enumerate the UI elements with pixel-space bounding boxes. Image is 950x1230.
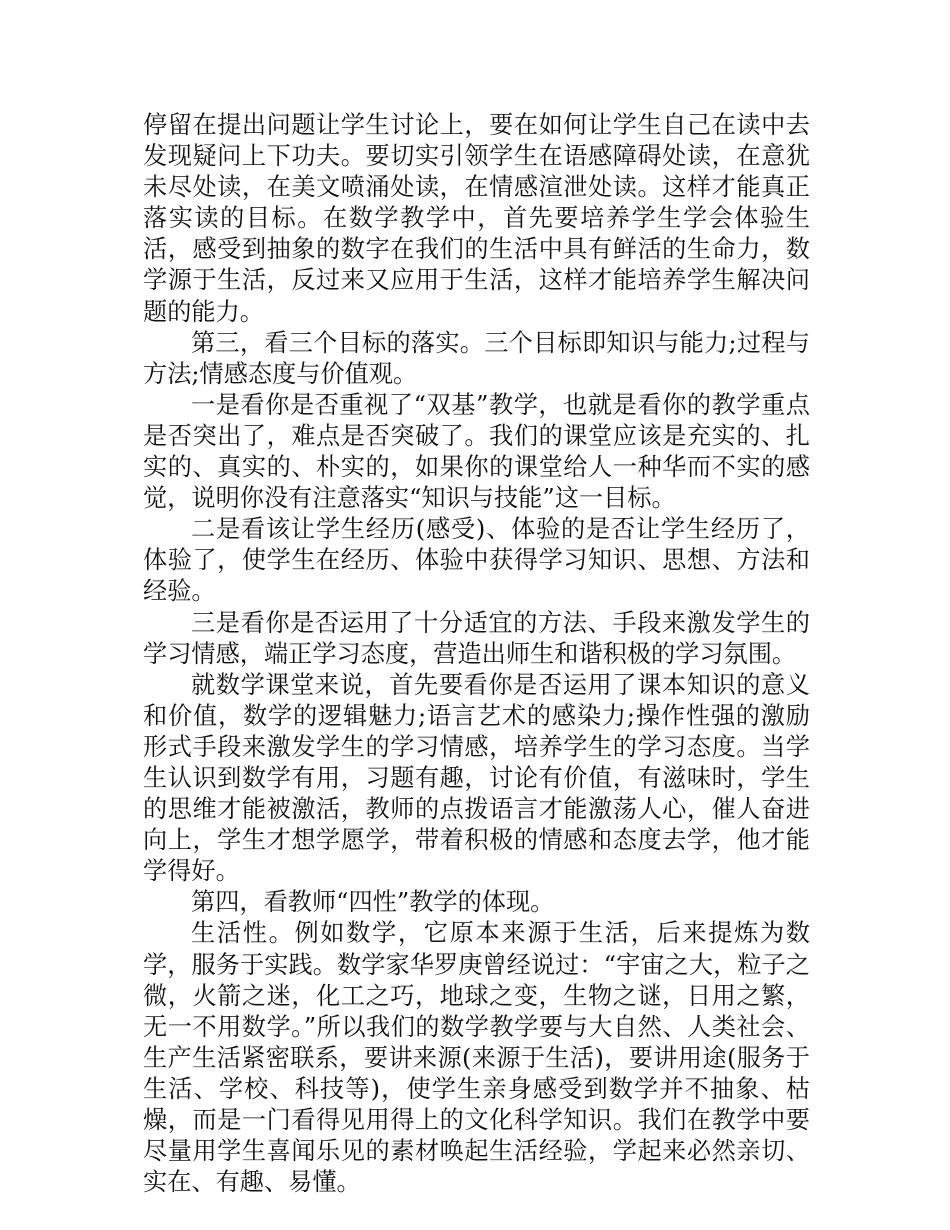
paragraph-double-basics: 一是看你是否重视了“双基”教学，也就是看你的教学重点是否突出了，难点是否突破了。我们的课堂应该是充实的、扎实的、真实的、朴实的，如果你的课堂给人一种华而不实的感觉，说明你没有注意落实“知识与技能”这一目标。 [143,390,810,513]
paragraph-reading-and-math-life: 停留在提出问题让学生讨论上，要在如何让学生自己在读中去发现疑问上下功夫。要切实引领学生在语感障碍处读，在意犹未尽处读，在美文喷涌处读，在情感渲泄处读。这样才能真正落实读的目标。在数学教学中，首先要培养学生学会体验生活，感受到抽象的数字在我们的生活中具有鲜活的生命力，数学源于生活，反过来又应用于生活，这样才能培养学生解决问题的能力。 [143,111,810,326]
paragraph-methods: 三是看你是否运用了十分适宜的方法、手段来激发学生的学习情感，端正学习态度，营造出师生和谐积极的学习氛围。 [143,608,810,668]
paragraph-math-classroom: 就数学课堂来说，首先要看你是否运用了课本知识的意义和价值，数学的逻辑魅力;语言艺术的感染力;操作性强的激励形式手段来激发学生的学习情感，培养学生的学习态度。当学生认识到数学有用，习题有趣，讨论有价值，有滋味时，学生的思维才能被激活，教师的点拨语言才能激荡人心，催人奋进向上，学生才想学愿学，带着积极的情感和态度去学，他才能学得好。 [143,670,810,886]
paragraph-experience: 二是看该让学生经历(感受)、体验的是否让学生经历了，体验了，使学生在经历、体验中获得学习知识、思想、方法和经验。 [143,515,810,606]
paragraph-life-relevance: 生活性。例如数学，它原本来源于生活，后来提炼为数学，服务于实践。数学家华罗庚曾经说过：“宇宙之大，粒子之微，火箭之迷，化工之巧，地球之变，生物之谜，日用之繁，无一不用数学。”所以我们的数学教学要与大自然、人类社会、生产生活紧密联系，要讲来源(来源于生活)，要讲用途(服务于生活、学校、科技等)，使学生亲身感受到数学并不抽象、枯燥，而是一门看得见用得上的文化科学知识。我们在教学中要尽量用学生喜闻乐见的素材唤起生活经验，学起来必然亲切、实在、有趣、易懂。 [143,919,810,1197]
document-page [143,110,810,1198]
paragraph-three-goals: 第三，看三个目标的落实。三个目标即知识与能力;过程与方法;情感态度与价值观。 [143,328,810,388]
paragraph-four-qualities: 第四，看教师“四性”教学的体现。 [191,888,555,917]
